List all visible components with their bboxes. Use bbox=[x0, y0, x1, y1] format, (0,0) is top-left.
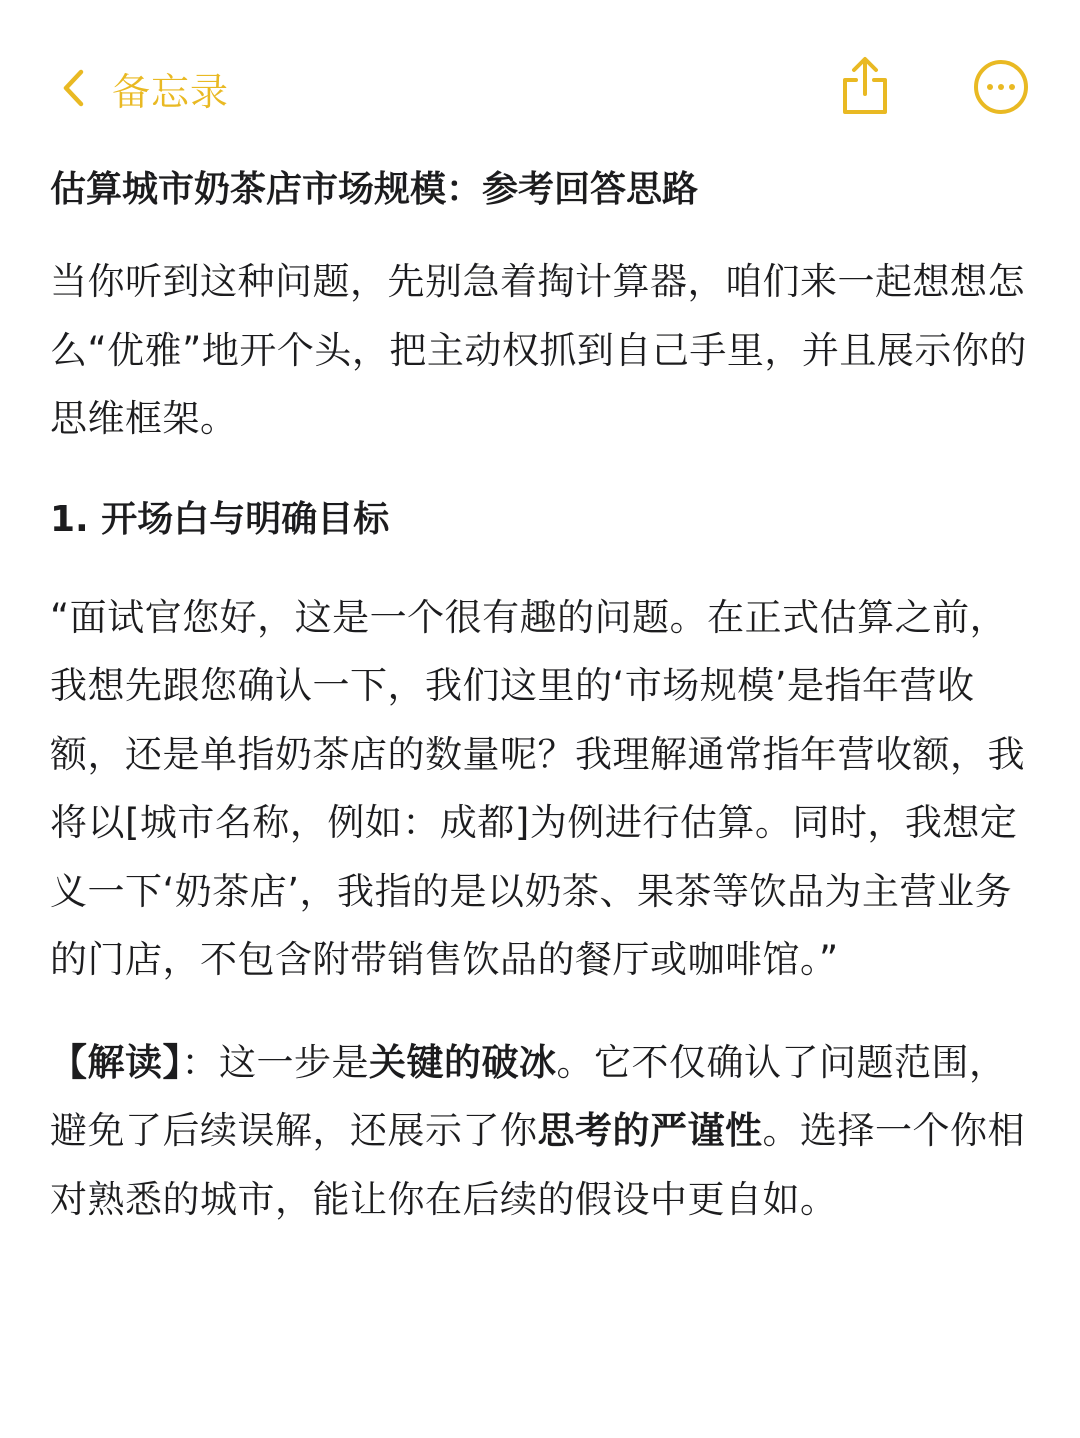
navigation-bar bbox=[0, 0, 1080, 160]
intro-paragraph: 当你听到这种问题，先别急着掏计算器，咱们来一起想想怎么“优雅”地开个头，把主动权抓到自己手里，并且展示你的思维框架。 bbox=[50, 260, 1027, 440]
section-heading: 1. 开场白与明确目标 bbox=[50, 498, 390, 540]
more-icon bbox=[972, 101, 1030, 120]
interpretation-text-b: 。它不仅确认了问题范围，避免了后续误解，还展示了你 bbox=[50, 1040, 1007, 1152]
interpretation-text-c: 。选择一个你相对熟悉的城市，能让你在后续的假设中更自如。 bbox=[50, 1109, 1025, 1221]
chevron-left-icon bbox=[60, 68, 86, 108]
interpretation-paragraph bbox=[50, 1029, 1040, 1235]
interpretation-bold-a: 关键的破冰 bbox=[369, 1040, 557, 1084]
more-button[interactable] bbox=[972, 58, 1030, 116]
back-label: 备忘录 bbox=[112, 69, 230, 114]
note-title: 估算城市奶茶店市场规模：参考回答思路 bbox=[50, 169, 699, 210]
interpretation-label: 【解读】 bbox=[50, 1040, 182, 1084]
interpretation-bold-b: 思考的严谨性 bbox=[537, 1109, 763, 1152]
quote-paragraph: “面试官您好，这是一个很有趣的问题。在正式估算之前，我想先跟您确认一下，我们这里的‘市场规模’是指年营收额，还是单指奶茶店的数量呢？我理解通常指年营收额，我将以[城市名称，例如：成都]为例进行估算。同时，我想定义一下‘奶茶店’，我指的是以奶茶、果茶等饮品为主营业务的门店，不包含附带销售饮品的餐厅或咖啡馆。” bbox=[50, 595, 1025, 981]
interpretation-colon: ： bbox=[181, 1040, 219, 1084]
share-button[interactable] bbox=[836, 54, 894, 118]
back-button[interactable] bbox=[60, 58, 229, 118]
share-icon bbox=[836, 103, 894, 122]
interpretation-text-a: 这一步是 bbox=[219, 1040, 369, 1084]
note-body[interactable] bbox=[50, 160, 1040, 1234]
